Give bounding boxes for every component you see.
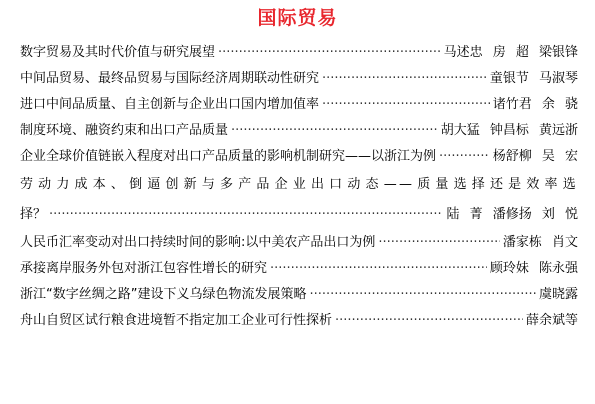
entry-authors: 薛余斌等	[525, 313, 578, 328]
dot-leader	[231, 118, 438, 144]
toc-entry[interactable]	[20, 66, 578, 92]
dot-leader	[439, 144, 490, 170]
dot-leader	[270, 256, 487, 282]
entry-title: 中间品贸易、最终品贸易与国际经济周期联动性研究	[20, 71, 320, 86]
entry-authors: 杨舒柳 吴 宏	[492, 149, 578, 164]
entry-authors: 马述忠 房 超 梁银锋	[443, 45, 578, 60]
entry-title: 进口中间品质量、自主创新与企业出口国内增加值率	[20, 97, 320, 112]
toc-entry[interactable]	[20, 308, 578, 334]
entry-title-line1: 劳动力成本、倒逼创新与多产品企业出口动态——质量选择还是效率选	[20, 177, 578, 192]
dot-leader	[378, 230, 499, 256]
entry-title: 数字贸易及其时代价值与研究展望	[20, 45, 216, 60]
entry-authors: 童银节 马淑琴	[489, 71, 578, 86]
dot-leader	[335, 308, 523, 334]
dot-leader	[322, 92, 490, 118]
table-of-contents	[20, 40, 578, 334]
entry-authors: 顾玲妹 陈永强	[489, 261, 578, 276]
toc-entry[interactable]	[20, 118, 578, 144]
dot-leader	[322, 66, 487, 92]
entry-authors: 陆 菁 潘修扬 刘 悦	[446, 207, 578, 222]
toc-entry[interactable]	[20, 170, 578, 230]
toc-entry[interactable]	[20, 40, 578, 66]
entry-title: 制度环境、融资约束和出口产品质量	[20, 123, 229, 138]
toc-entry[interactable]	[20, 230, 578, 256]
toc-entry[interactable]	[20, 256, 578, 282]
toc-entry[interactable]	[20, 92, 578, 118]
entry-title: 承接离岸服务外包对浙江包容性增长的研究	[20, 261, 268, 276]
entry-title: 企业全球价值链嵌入程度对出口产品质量的影响机制研究——以浙江为例	[20, 149, 437, 164]
dot-leader	[309, 282, 536, 308]
entry-authors: 虞晓露	[538, 287, 578, 302]
section-title: 国际贸易	[257, 7, 338, 29]
entry-title: 舟山自贸区试行粮食进境暂不指定加工企业可行性探析	[20, 313, 333, 328]
dot-leader	[49, 200, 443, 230]
toc-entry[interactable]	[20, 282, 578, 308]
toc-entry[interactable]	[20, 144, 578, 170]
entry-authors: 潘家栋 肖文	[502, 235, 578, 250]
entry-title: 浙江“数字丝绸之路”建设下义乌绿色物流发展策略	[20, 287, 307, 302]
entry-title-line2: 择？	[20, 207, 47, 222]
dot-leader	[218, 40, 441, 66]
entry-authors: 诸竹君 余 骁	[492, 97, 578, 112]
entry-title: 人民币汇率变动对出口持续时间的影响:以中美农产品出口为例	[20, 235, 376, 250]
entry-authors: 胡大猛 钟昌标 黄远浙	[440, 123, 578, 138]
